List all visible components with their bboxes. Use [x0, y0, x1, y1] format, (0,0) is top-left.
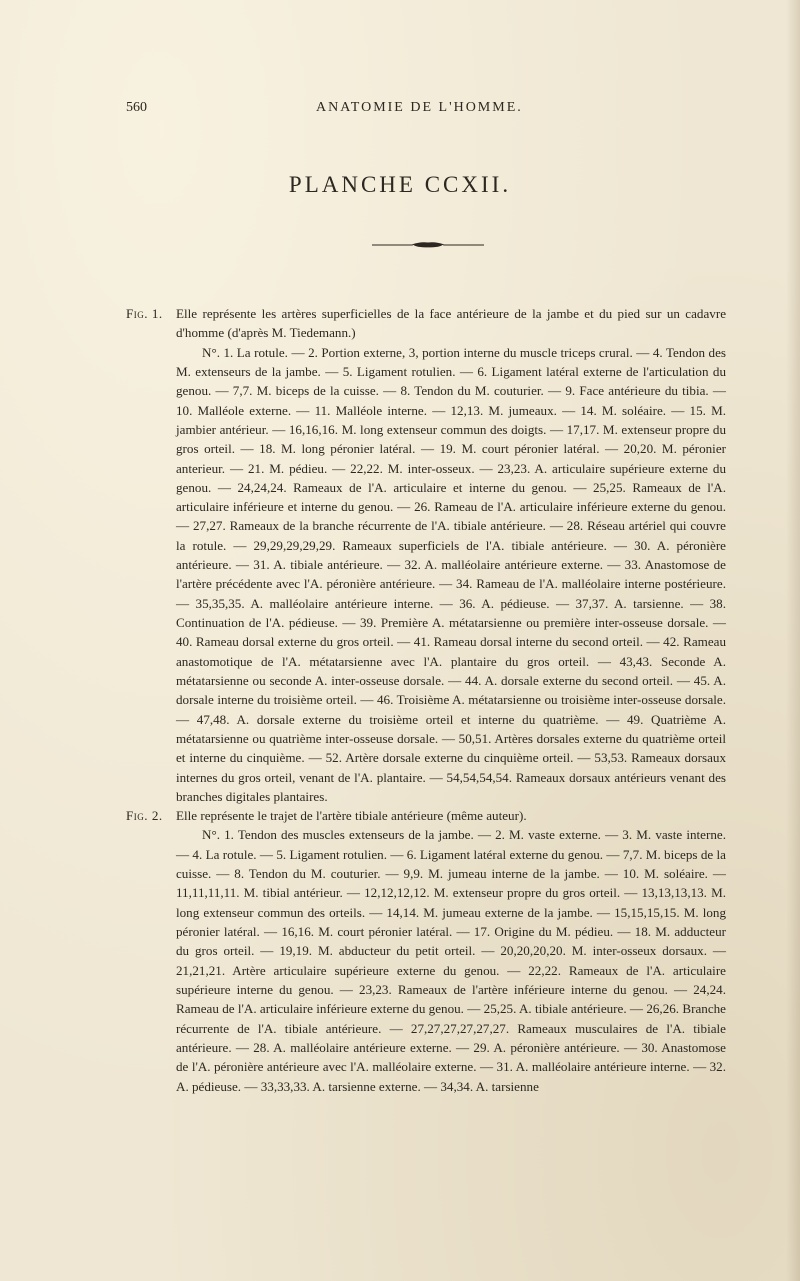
page-number: 560 — [126, 100, 147, 115]
figure-2-body — [176, 806, 726, 1096]
running-head — [126, 100, 726, 120]
figure-legends — [126, 304, 726, 1096]
figure-2-entry — [126, 806, 726, 1096]
title-ornament-rule — [372, 240, 484, 250]
figure-1-description: Elle représente les artères superficielles de la face antérieure de la jambe et du pied sur un cadavre d'homme (d'après M. Tiedemann.) — [176, 306, 726, 341]
figure-2-label: Fig. 2. — [126, 808, 163, 824]
figure-1-label: Fig. 1. — [126, 306, 163, 321]
page-edge-shadow — [786, 0, 800, 1281]
figure-1-legend: N°. 1. La rotule. — 2. Portion externe, 3, portion interne du muscle triceps crural. — 4. Tendon des M. extenseurs de la jambe. — 5. Ligament rotulien. — 6. Ligament latéral externe de l'articulation du genou. — 7,7. M. biceps de la cuisse. — 8. Tendon du M. couturier. — 9. Face antérieure du tibia. — 10. Malléole externe. — 11. Malléole interne. — 12,13. M. jumeaux. — 14. M. soléaire. — 15. M. jambier antérieur. — 16,16,16. M. long extenseur commun des doigts. — 17,17. M. extenseur propre du gros orteil. — 18. M. long péronier latéral. — 19. M. court péronier latéral. — 20,20. M. péronier anterieur. — 21. M. pédieu. — 22,22. M. inter-osseux. — 23,23. A. articulaire supérieure externe du genou. — 24,24,24. Rameaux de l'A. articulaire et interne du genou. — 25,25. Rameaux de l'A. articulaire inférieure et interne du genou. — 26. Rameau de l'A. articulaire inférieure externe du genou. — 27,27. Rameaux de la branche récurrente de l'A. tibiale antérieure. — 28. Réseau artériel qui couvre la rotule. — 29,29,29,29,29. Rameaux superficiels de l'A. tibiale antérieure. — 30. A. péronière antérieure. — 31. A. tibiale antérieure. — 32. A. malléolaire antérieure externe. — 33. Anastomose de l'artère précédente avec l'A. péronière antérieure. — 34. Rameau de l'A. malléolaire interne postérieure. — 35,35,35. A. malléolaire antérieure interne. — 36. A. pédieuse. — 37,37. A. tarsienne. — 38. Continuation de l'A. pédieuse. — 39. Première A. métatarsienne ou première inter-osseuse dorsale. — 40. Rameau dorsal externe du gros orteil. — 41. Rameau dorsal interne du second orteil. — 42. Rameau anastomotique de l'A. métatarsienne avec l'A. plantaire du gros orteil. — 43,43. Seconde A. métatarsienne ou seconde A. inter-osseuse dorsale. — 44. A. dorsale externe du second orteil. — 45. A. dorsale interne du troisième orteil. — 46. Troisième A. métatarsienne ou troisième inter-osseuse dorsale. — 47,48. A. dorsale externe du troisième orteil et interne du quatrième. — 49. Quatrième A. métatarsienne ou quatrième inter-osseuse dorsale. — 50,51. Artères dorsales externe du quatrième orteil et interne du cinquième. — 52. Artère dorsale externe du cinquième orteil. — 53,53. Rameaux dorsaux internes du gros orteil, venant de l'A. plantaire. — 54,54,54,54. Rameaux dorsaux antérieurs venant des branches digitales plantaires. — [176, 344, 726, 804]
running-title: ANATOMIE DE L'HOMME. — [316, 100, 523, 115]
figure-1-body — [176, 304, 726, 806]
figure-2-description: Elle représente le trajet de l'artère tibiale antérieure (même auteur). — [176, 808, 527, 824]
figure-2-legend: N°. 1. Tendon des muscles extenseurs de la jambe. — 2. M. vaste externe. — 3. M. vaste interne. — 4. La rotule. — 5. Ligament rotulien. — 6. Ligament latéral externe du genou. — 7,7. M. biceps de la cuisse. — 8. Tendon du M. couturier. — 9,9. M. jumeau interne de la jambe. — 10. M. soléaire. — 11,11,11,11. M. tibial antérieur. — 12,12,12,12. M. extenseur propre du gros orteil. — 13,13,13,13. M. long extenseur commun des orteils. — 14,14. M. jumeau externe de la jambe. — 15,15,15,15. M. long péronier latéral. — 16,16. M. court péronier latéral. — 17. Origine du M. pédieu. — 18. M. adducteur du gros orteil. — 19,19. M. abducteur du petit orteil. — 20,20,20,20. M. inter-osseux dorsaux. — 21,21,21. Artère articulaire supérieure externe du genou. — 22,22. Rameaux de l'A. articulaire supérieure interne du genou. — 23,23. Rameaux de l'artère inférieure interne du genou. — 24,24. Rameau de l'A. articulaire inférieure externe du genou. — 25,25. A. tibiale antérieure. — 26,26. Branche récurrente de l'A. tibiale antérieure. — 27,27,27,27,27,27. Rameaux musculaires de l'A. tibiale antérieure. — 28. A. malléolaire antérieure externe. — 29. A. péronière antérieure. — 30. Anastomose de l'A. péronière antérieure avec l'A. malléolaire externe. — 31. A. malléolaire antérieure interne. — 32. A. pédieuse. — 33,33,33. A. tarsienne externe. — 34,34. A. tarsienne — [176, 827, 726, 1094]
figure-1-entry — [126, 304, 726, 806]
plate-title: PLANCHE CCXII. — [288, 172, 512, 197]
